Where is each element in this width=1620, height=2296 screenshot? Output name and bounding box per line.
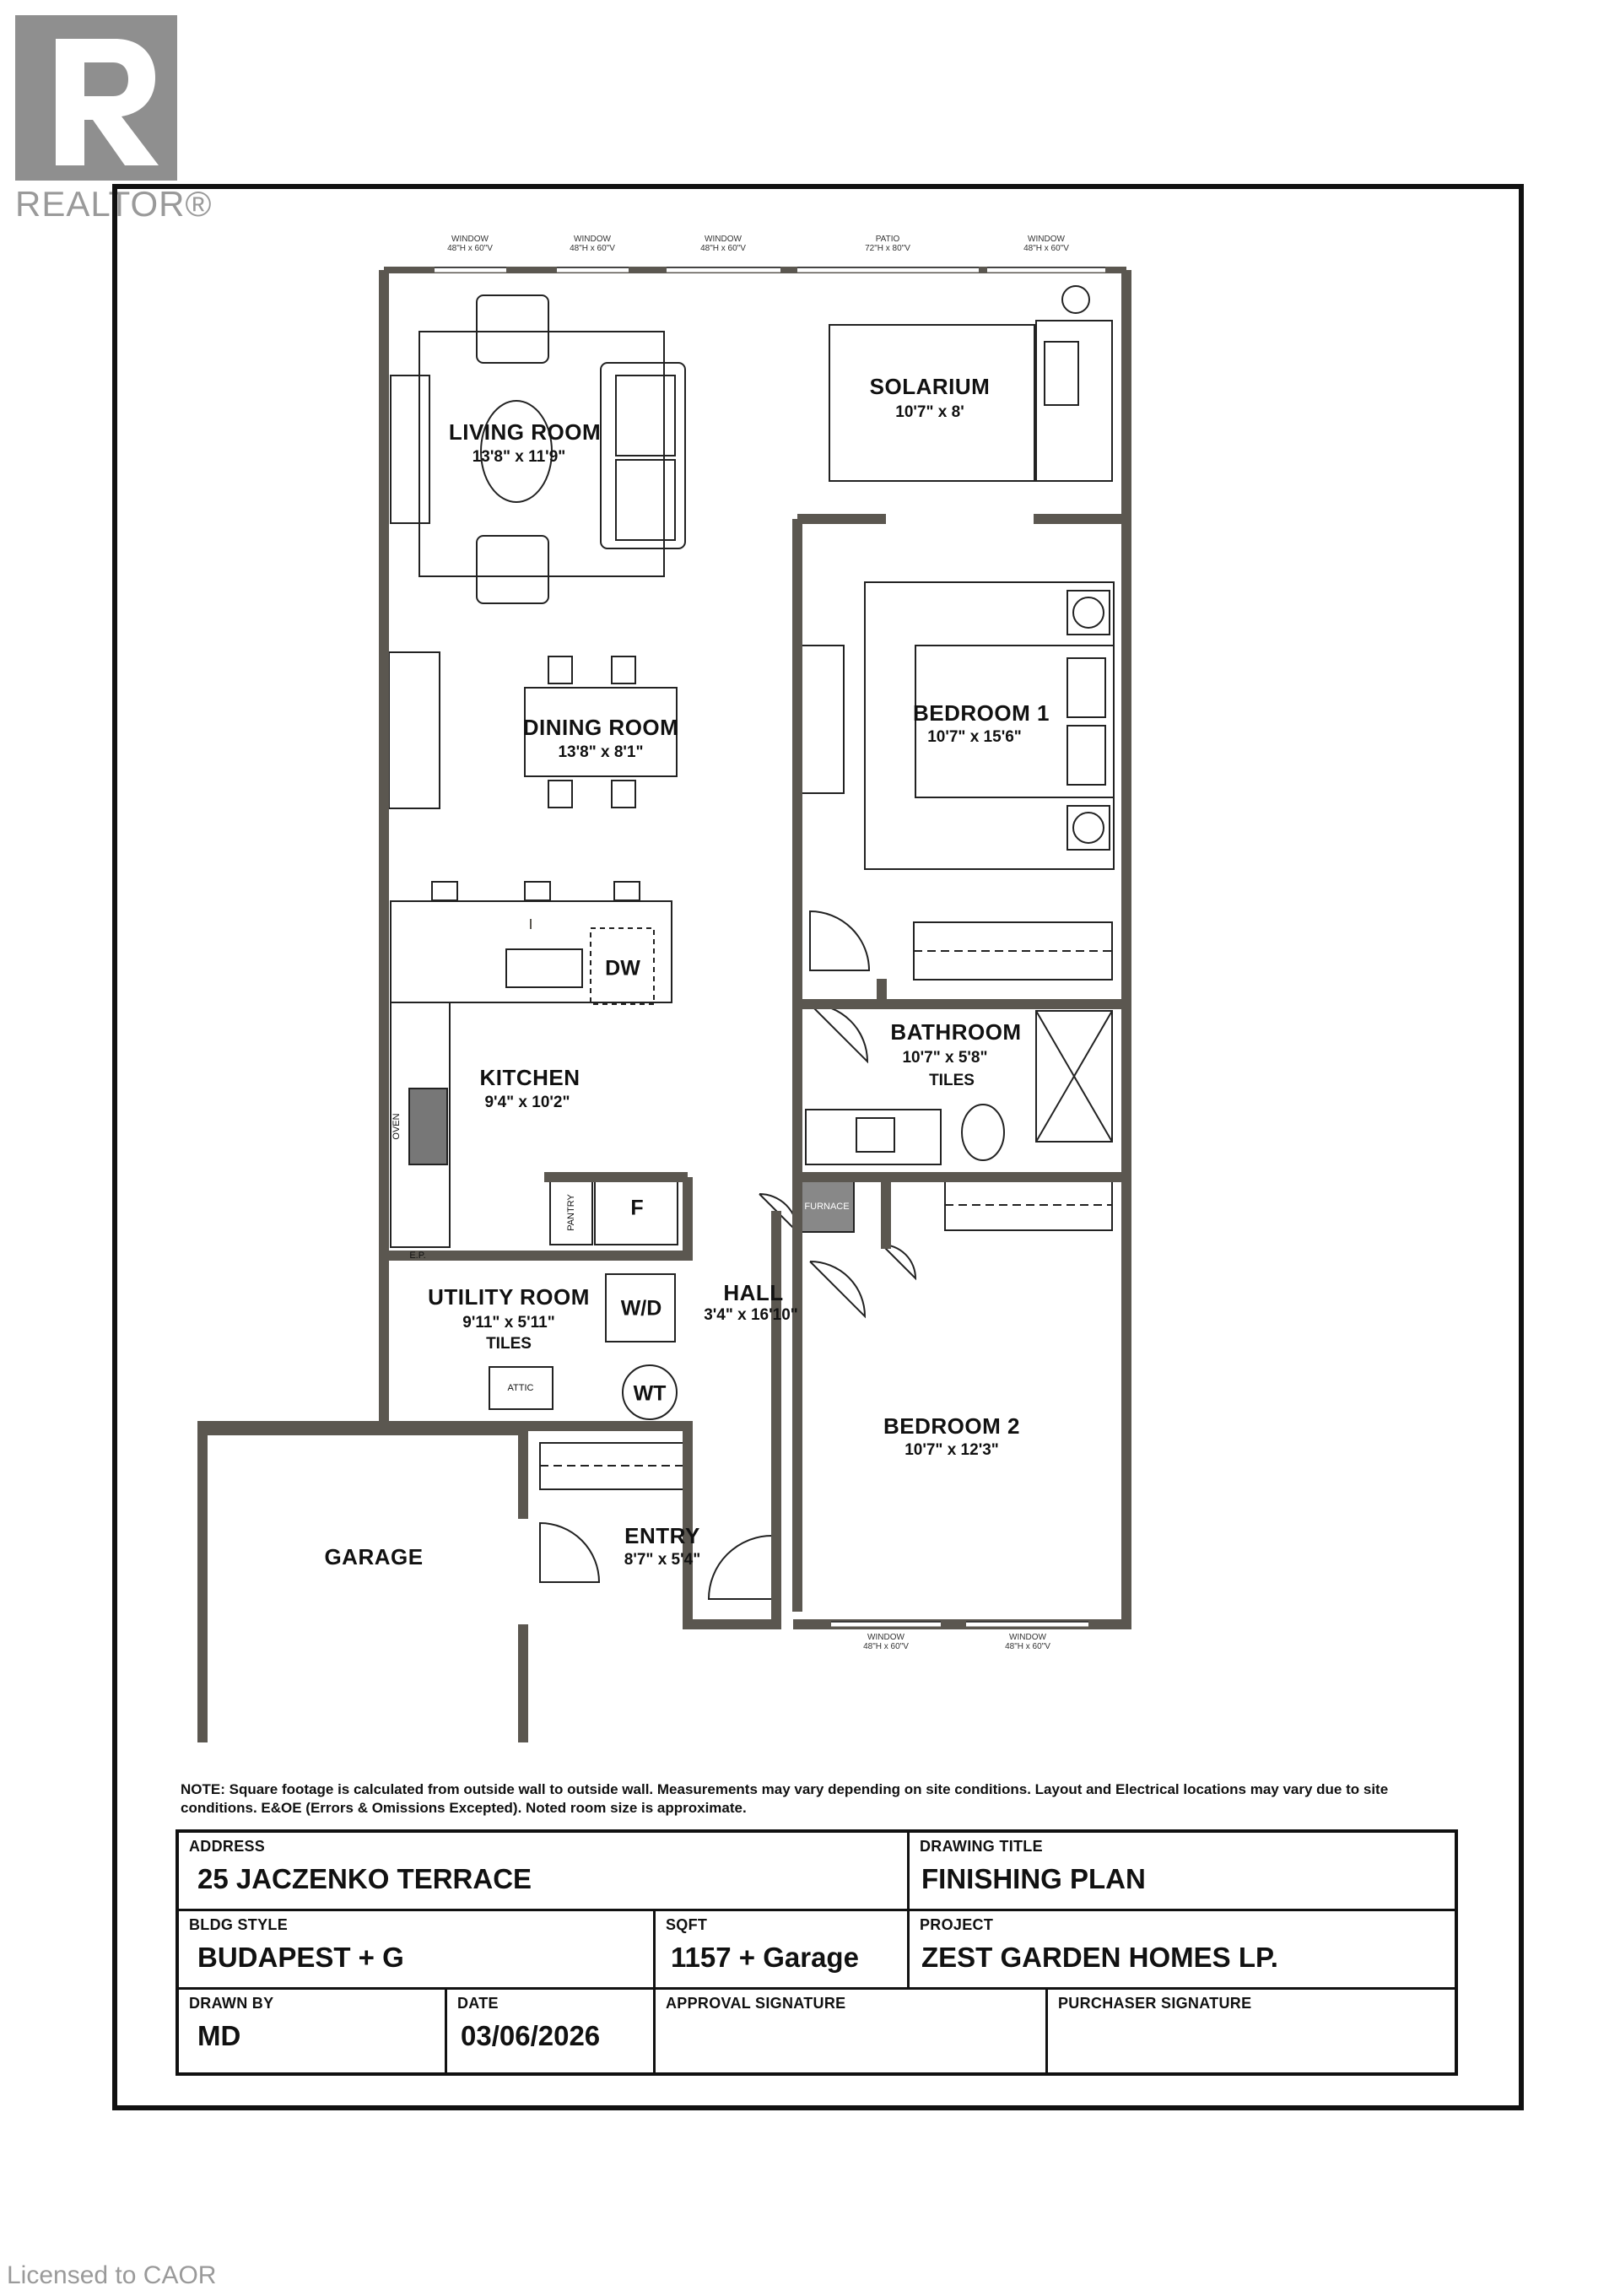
armchair: [477, 295, 548, 363]
bath-sink: [856, 1118, 894, 1152]
door-swing: [810, 911, 869, 970]
window-label: WINDOW 48"H x 60"V: [1023, 235, 1069, 253]
kitchen-dims: 9'4" x 10'2": [484, 1094, 570, 1111]
bathroom-note: TILES: [929, 1072, 975, 1089]
cabinet: [389, 652, 440, 808]
stove-label: OVEN: [392, 1113, 402, 1140]
toilet: [962, 1105, 1004, 1160]
water-tank-label: WT: [633, 1381, 667, 1406]
dining-chair: [612, 656, 635, 683]
dresser: [802, 646, 844, 793]
lamp: [1073, 597, 1104, 628]
bedroom2-label: BEDROOM 2: [883, 1413, 1020, 1439]
dining-room-label: DINING ROOM: [522, 715, 679, 740]
drawing-title-cell: [910, 1833, 1455, 1911]
bedroom2-dims: 10'7" x 12'3": [904, 1441, 999, 1459]
pantry-label: PANTRY: [566, 1194, 576, 1231]
dining-chair: [548, 656, 572, 683]
utility-room-note: TILES: [486, 1335, 532, 1353]
entry-label: ENTRY: [624, 1523, 700, 1548]
door-swing: [810, 1261, 865, 1316]
approval-signature-cell: [656, 1990, 1048, 2072]
bar-stool: [432, 882, 457, 900]
bldg-style-value: BUDAPEST + G: [197, 1942, 404, 1973]
entry-dims: 8'7" x 5'4": [624, 1551, 701, 1569]
measurement-note: NOTE: Square footage is calculated from outside wall to outside wall. Measurements may vary depending on site conditions. Layout and Electrical locations may vary due to site conditions. E&OE (Errors & Omissions Excepted). Noted room size is approximate.: [181, 1781, 1389, 1816]
hall-dims: 3'4" x 16'10": [704, 1306, 798, 1324]
bathroom-dims: 10'7" x 5'8": [902, 1049, 988, 1067]
pillow: [1067, 658, 1105, 717]
furnace-label: FURNACE: [804, 1202, 850, 1212]
sofa-cushion: [616, 460, 675, 540]
window-label: WINDOW 48"H x 60"V: [570, 235, 615, 253]
purchaser-signature-label: PURCHASER SIGNATURE: [1058, 1995, 1252, 2012]
utility-room-dims: 9'11" x 5'11": [462, 1314, 555, 1332]
door-swing: [882, 1245, 915, 1278]
living-room-dims: 13'8" x 11'9": [472, 448, 566, 466]
bar-stool: [525, 882, 550, 900]
wall: [202, 1426, 523, 1519]
address-cell: [179, 1833, 910, 1911]
dining-chair: [612, 781, 635, 808]
window-label: WINDOW 48"H x 60"V: [863, 1633, 909, 1651]
stove: [409, 1089, 447, 1164]
door-swing: [709, 1536, 772, 1599]
date-value: 03/06/2026: [461, 2020, 601, 2051]
desk-chair: [1045, 342, 1078, 405]
dining-chair: [548, 781, 572, 808]
desk: [1036, 321, 1112, 481]
wall: [202, 1426, 384, 1742]
dishwasher-label: DW: [605, 956, 640, 981]
drawing-title-value: FINISHING PLAN: [921, 1863, 1146, 1894]
lamp: [1062, 286, 1089, 313]
washer-dryer-label: W/D: [620, 1296, 662, 1321]
tv-unit: [391, 375, 429, 523]
sqft-value: 1157 + Garage: [671, 1942, 859, 1973]
bar-stool: [614, 882, 640, 900]
kitchen-label: KITCHEN: [479, 1065, 580, 1090]
fridge-label: F: [630, 1196, 644, 1220]
lamp: [1073, 813, 1104, 843]
window-label: WINDOW 48"H x 60"V: [447, 235, 493, 253]
address-value: 25 JACZENKO TERRACE: [197, 1863, 532, 1894]
bldg-style-label: BLDG STYLE: [189, 1916, 289, 1933]
solarium-label: SOLARIUM: [869, 374, 991, 399]
garage-label: GARAGE: [324, 1544, 424, 1569]
pillow: [1067, 726, 1105, 785]
drawn-by-cell: [179, 1990, 447, 2072]
hall-label: HALL: [723, 1280, 784, 1305]
date-cell: [447, 1990, 656, 2072]
door-swing: [540, 1523, 599, 1582]
project-label: PROJECT: [920, 1916, 994, 1933]
licensed-footer: Licensed to CAOR: [7, 2261, 217, 2289]
bedroom1-label: BEDROOM 1: [913, 700, 1050, 726]
armchair: [477, 536, 548, 603]
patio-label: PATIO 72"H x 80"V: [865, 235, 910, 253]
sqft-cell: [656, 1911, 910, 1990]
approval-signature-label: APPROVAL SIGNATURE: [666, 1995, 846, 2012]
solarium-dims: 10'7" x 8': [895, 403, 964, 421]
project-value: ZEST GARDEN HOMES LP.: [921, 1942, 1278, 1973]
bathroom-label: BATHROOM: [890, 1019, 1022, 1045]
date-label: DATE: [457, 1995, 499, 2012]
bedroom1-dims: 10'7" x 15'6": [927, 728, 1022, 746]
attic-label: ATTIC: [507, 1383, 534, 1393]
address-label: ADDRESS: [189, 1838, 266, 1855]
ep-label: E.P.: [409, 1251, 426, 1261]
dining-room-dims: 13'8" x 8'1": [558, 743, 644, 761]
door-swing: [810, 1004, 867, 1062]
drawing-title-label: DRAWING TITLE: [920, 1838, 1043, 1855]
realtor-logo-text: REALTOR®: [15, 184, 213, 224]
window-label: WINDOW 48"H x 60"V: [1005, 1633, 1050, 1651]
purchaser-signature-cell: [1048, 1990, 1455, 2072]
drawn-by-label: DRAWN BY: [189, 1995, 274, 2012]
kitchen-sink: [506, 949, 582, 987]
living-room-label: LIVING ROOM: [448, 419, 602, 445]
title-block: [176, 1829, 1458, 2076]
window-label: WINDOW 48"H x 60"V: [700, 235, 746, 253]
drawn-by-value: MD: [197, 2020, 241, 2051]
project-cell: [910, 1911, 1455, 1990]
bldg-style-cell: [179, 1911, 656, 1990]
sofa-cushion: [616, 375, 675, 456]
utility-room-label: UTILITY ROOM: [428, 1284, 590, 1310]
sqft-label: SQFT: [666, 1916, 708, 1933]
